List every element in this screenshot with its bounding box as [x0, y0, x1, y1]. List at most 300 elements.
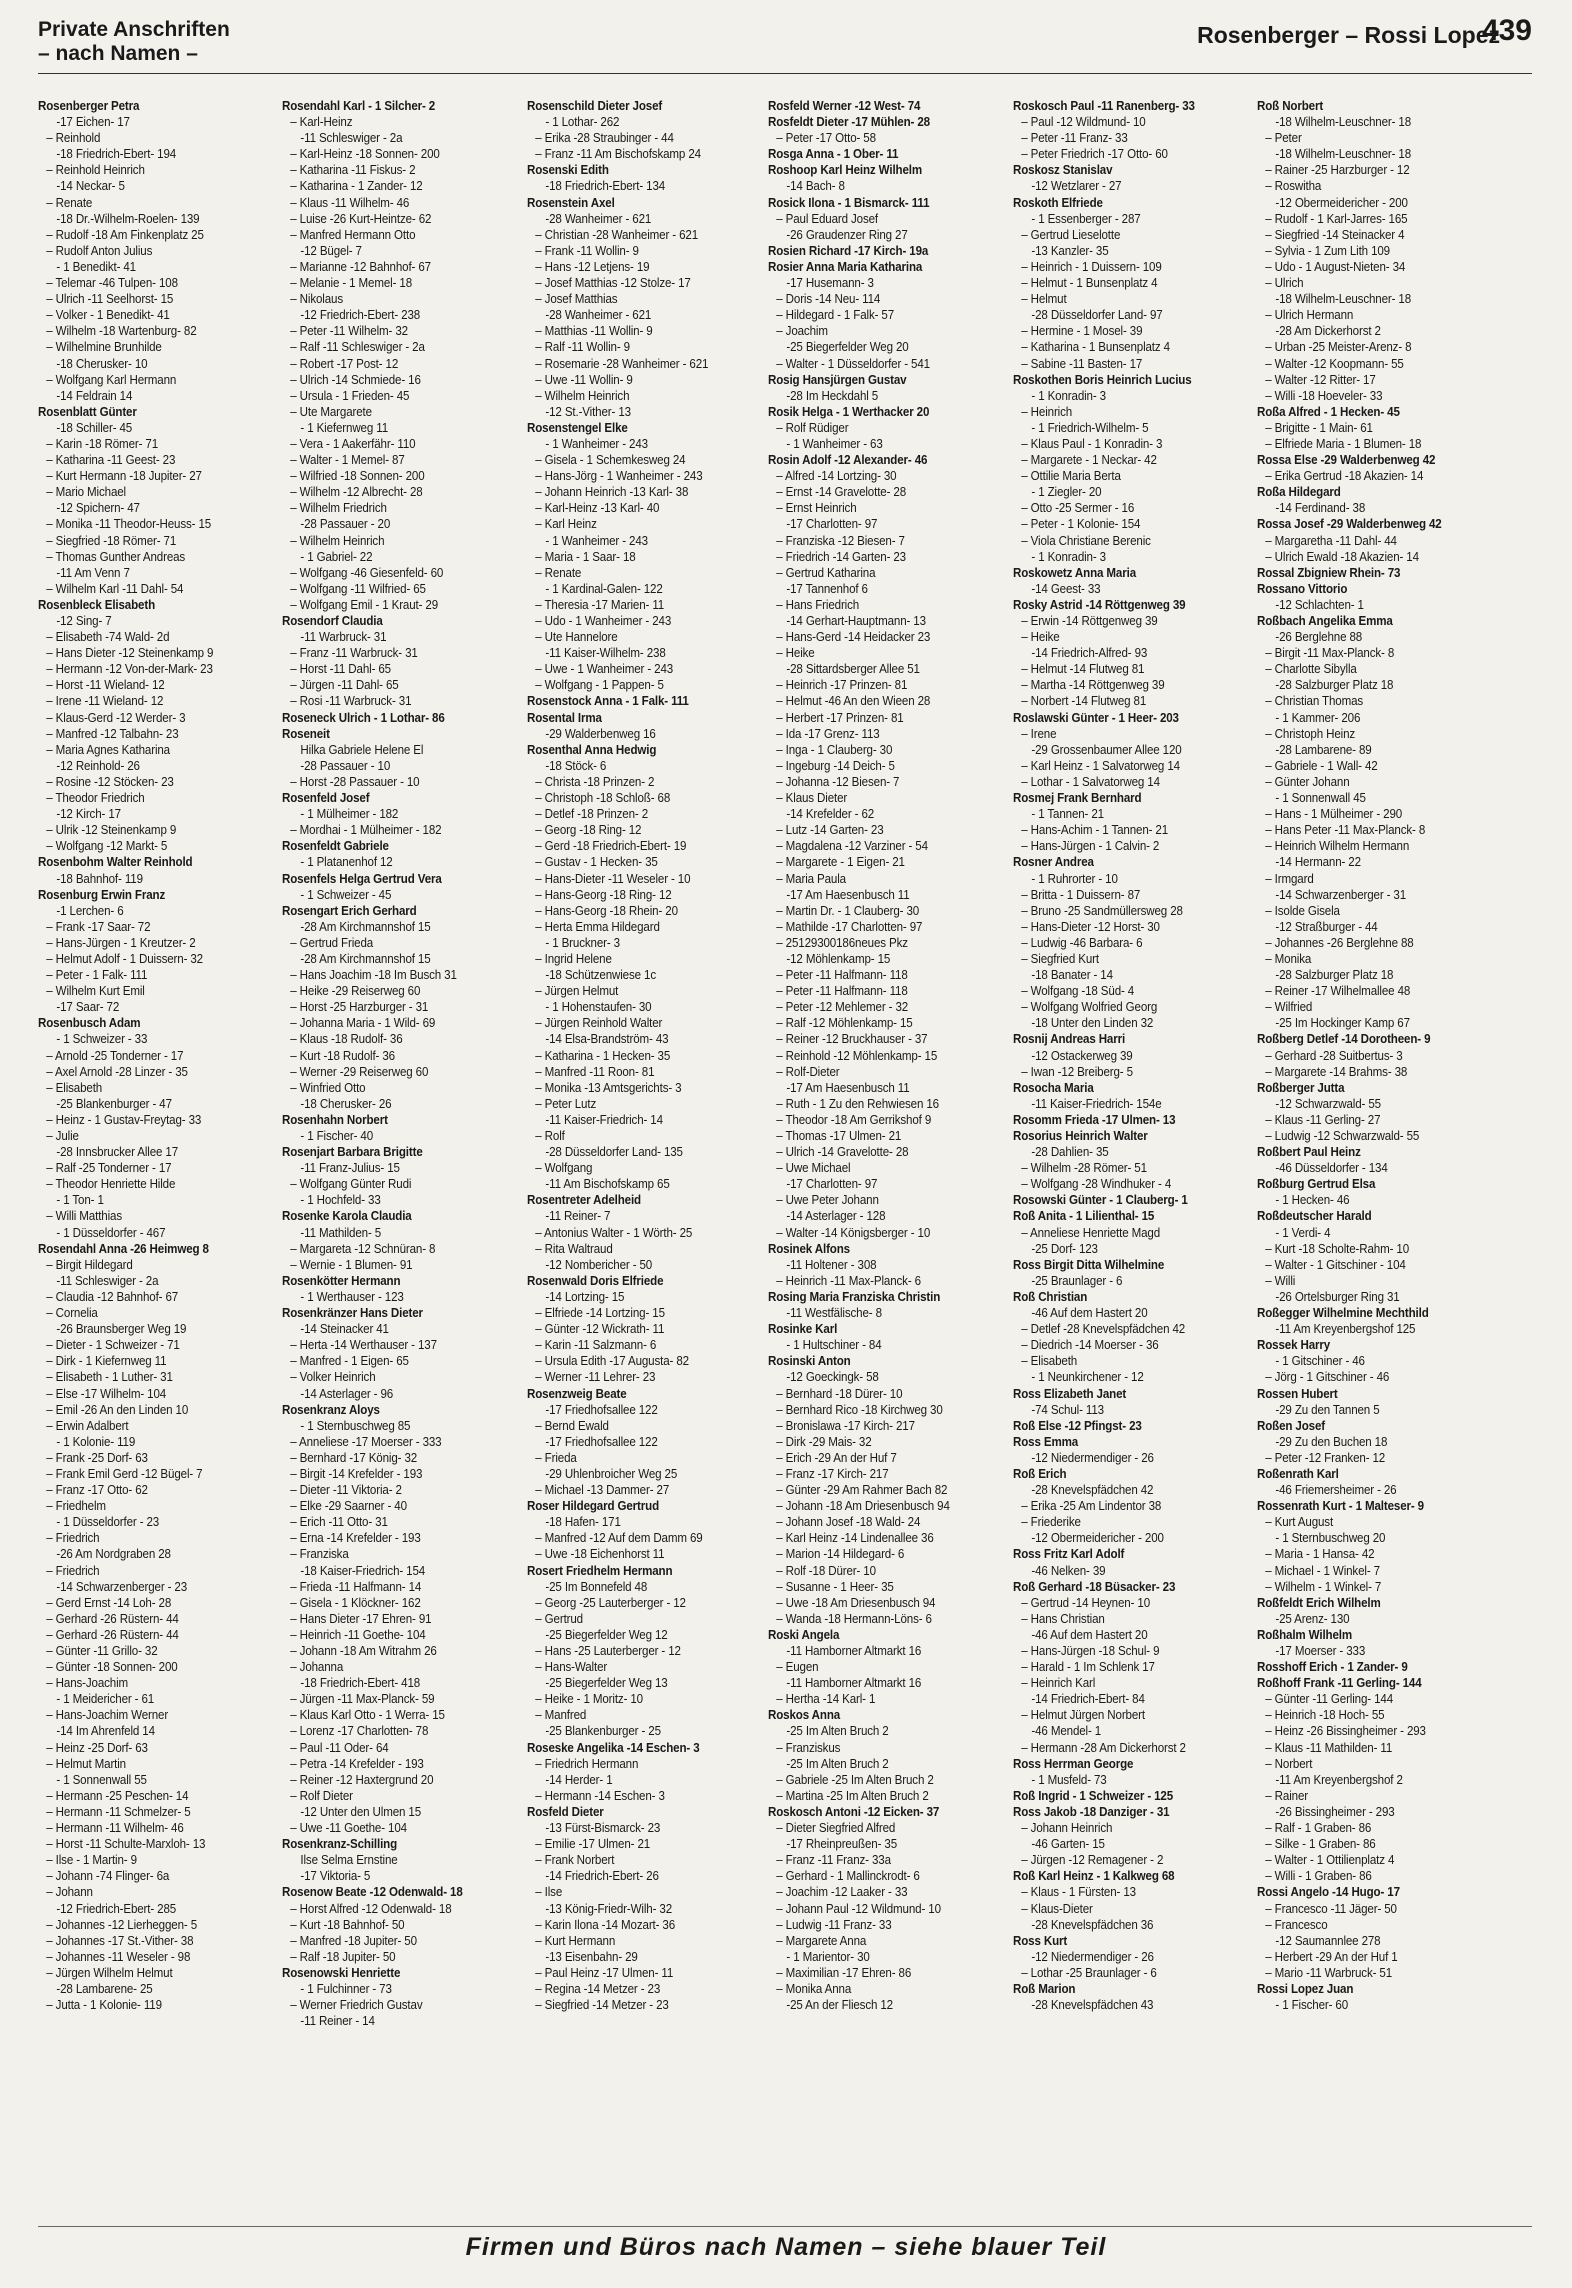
directory-entry: – Friedrich -14 Garten- 23 — [776, 549, 906, 564]
directory-surname-entry: Ross Kurt — [1013, 1933, 1068, 1948]
directory-entry: – Rosi -11 Warbruck- 31 — [290, 694, 412, 709]
directory-address: -25 An der Fliesch 12 — [786, 1998, 893, 2013]
directory-address: -29 Zu den Buchen 18 — [1275, 1434, 1388, 1449]
directory-surname-entry: Ross Birgit Ditta Wilhelmine — [1013, 1257, 1165, 1272]
directory-surname-entry: Ross Fritz Karl Adolf — [1013, 1547, 1125, 1562]
directory-entry: – Irene -11 Wieland- 12 — [46, 694, 164, 709]
directory-address: -28 Lambarene- 25 — [56, 1981, 153, 1996]
directory-entry: – Gertrud -14 Heynen- 10 — [1021, 1595, 1150, 1610]
directory-entry: – Hermann -11 Wilhelm- 46 — [46, 1821, 184, 1836]
directory-address: -18 Stöck- 6 — [545, 758, 607, 773]
directory-entry: – Marianne -12 Bahnhof- 67 — [290, 259, 431, 274]
directory-entry: – Heike -29 Reiserweg 60 — [290, 984, 421, 999]
directory-address: -14 Asterlager - 128 — [786, 1209, 886, 1224]
directory-surname-entry: Rossa Josef -29 Walderbenweg 42 — [1257, 517, 1442, 532]
directory-surname-entry: Rosowski Günter - 1 Clauberg- 1 — [1013, 1193, 1188, 1208]
directory-entry: – Hans Peter -11 Max-Planck- 8 — [1265, 823, 1426, 838]
directory-address: -12 Friedrich-Ebert- 238 — [300, 308, 421, 323]
directory-address: -18 Kaiser-Friedrich- 154 — [300, 1563, 426, 1578]
directory-surname-entry: Rosenwald Doris Elfriede — [527, 1273, 664, 1288]
directory-entry: – Johanna Maria - 1 Wild- 69 — [290, 1016, 436, 1031]
directory-surname-entry: Rosinski Anton — [768, 1354, 851, 1369]
directory-entry: – Rudolf Anton Julius — [46, 243, 153, 258]
directory-address: -25 Im Alten Bruch 2 — [786, 1724, 889, 1739]
directory-address: -18 Unter den Linden 32 — [1031, 1016, 1154, 1031]
directory-entry: – Frank -17 Saar- 72 — [46, 919, 151, 934]
directory-entry: – Dieter - 1 Schweizer - 71 — [46, 1338, 180, 1353]
directory-surname-entry: Rosga Anna - 1 Ober- 11 — [768, 147, 899, 162]
directory-entry: – Monika Anna — [776, 1981, 852, 1996]
directory-address: -12 Ostackerweg 39 — [1031, 1048, 1133, 1063]
directory-surname-entry: Roseneck Ulrich - 1 Lothar- 86 — [282, 710, 445, 725]
directory-address: - 1 Meidericher - 61 — [56, 1692, 155, 1707]
directory-entry: – Erika -28 Straubinger - 44 — [535, 131, 674, 146]
directory-entry: – Franz -11 Warbruck- 31 — [290, 646, 418, 661]
directory-entry: – Ralf -25 Tonderner - 17 — [46, 1161, 172, 1176]
directory-entry: – Hermann -11 Schmelzer- 5 — [46, 1804, 191, 1819]
directory-entry: – Klaus -11 Mathilden- 11 — [1265, 1740, 1393, 1755]
directory-entry: – Wernie - 1 Blumen- 91 — [290, 1257, 413, 1272]
directory-entry: – Iwan -12 Breiberg- 5 — [1021, 1064, 1133, 1079]
directory-entry: – Helmut Jürgen Norbert — [1021, 1708, 1145, 1723]
directory-entry: – Ludwig -46 Barbara- 6 — [1021, 935, 1143, 950]
directory-entry: – Paul -11 Oder- 64 — [290, 1740, 389, 1755]
directory-surname-entry: Rosier Anna Maria Katharina — [768, 259, 923, 274]
directory-address: - 1 Friedrich-Wilhelm- 5 — [1031, 420, 1149, 435]
directory-entry: – Wolfgang -12 Markt- 5 — [46, 839, 168, 854]
directory-surname-entry: Rosenhahn Norbert — [282, 1112, 388, 1127]
directory-entry: – Wilfried -18 Sonnen- 200 — [290, 469, 425, 484]
directory-entry: – Ernst -14 Gravelotte- 28 — [776, 485, 906, 500]
directory-address: -25 Braunlager - 6 — [1031, 1273, 1123, 1288]
directory-entry: – Klaus Paul - 1 Konradin- 3 — [1021, 436, 1163, 451]
directory-address: - 1 Wanheimer - 63 — [786, 436, 883, 451]
directory-entry: – Günter -18 Sonnen- 200 — [46, 1660, 178, 1675]
directory-entry: – Heinrich -17 Prinzen- 81 — [776, 678, 908, 693]
directory-address: -26 Ortelsburger Ring 31 — [1275, 1289, 1400, 1304]
directory-address: -12 Obermeidericher - 200 — [1275, 195, 1408, 210]
directory-surname-entry: Rosenkranz Aloys — [282, 1402, 380, 1417]
directory-address: -17 Friedhofsallee 122 — [545, 1434, 658, 1449]
directory-entry: – Siegfried Kurt — [1021, 951, 1099, 966]
directory-entry: – Ulrik -12 Steinenkamp 9 — [46, 823, 177, 838]
directory-entry: – Reinhold — [46, 131, 101, 146]
directory-entry: – Rolf Dieter — [290, 1788, 353, 1803]
directory-entry: – Jörg - 1 Gitschiner - 46 — [1265, 1370, 1390, 1385]
directory-entry: – Walter - 1 Memel- 87 — [290, 453, 405, 468]
directory-entry: – Werner -11 Lehrer- 23 — [535, 1370, 656, 1385]
directory-surname-entry: Roß Karl Heinz - 1 Kalkweg 68 — [1013, 1869, 1175, 1884]
directory-entry: – Ralf -11 Schleswiger - 2a — [290, 340, 425, 355]
directory-entry: – Else -17 Wilhelm- 104 — [46, 1386, 167, 1401]
directory-entry: – Heinrich -18 Hoch- 55 — [1265, 1708, 1385, 1723]
directory-entry: – Günter -11 Grillo- 32 — [46, 1644, 158, 1658]
directory-entry: – Rolf Rüdiger — [776, 420, 849, 435]
directory-surname-entry: Roßa Alfred - 1 Hecken- 45 — [1257, 404, 1400, 419]
directory-address: -18 Wilhelm-Leuschner- 18 — [1275, 147, 1412, 162]
directory-address: -12 Bügel- 7 — [300, 243, 362, 258]
directory-surname-entry: Rosenjart Barbara Brigitte — [282, 1145, 423, 1160]
directory-entry: – Paul Heinz -17 Ulmen- 11 — [535, 1965, 674, 1980]
directory-address: -14 Friedrich-Alfred- 93 — [1031, 646, 1148, 661]
directory-surname-entry: Rosocha Maria — [1013, 1080, 1094, 1095]
directory-entry: – Gerd Ernst -14 Loh- 28 — [46, 1595, 172, 1610]
directory-entry: – Hermann -25 Peschen- 14 — [46, 1788, 189, 1803]
directory-entry: – Manfred -12 Auf dem Damm 69 — [535, 1531, 703, 1546]
directory-entry: – Walter - 1 Gitschiner - 104 — [1265, 1257, 1406, 1272]
directory-entry: – Anneliese -17 Moerser - 333 — [290, 1434, 442, 1449]
directory-surname-entry: Rosshoff Erich - 1 Zander- 9 — [1257, 1660, 1408, 1675]
directory-entry: – Heike — [776, 646, 815, 661]
directory-entry: – Peter -12 Mehlemer - 32 — [776, 1000, 909, 1015]
directory-entry: – Klaus -18 Rudolf- 36 — [290, 1032, 403, 1047]
directory-entry: – Hermann -12 Von-der-Mark- 23 — [46, 662, 213, 677]
directory-surname-entry: Rosendahl Anna -26 Heimweg 8 — [38, 1241, 209, 1256]
directory-address: - 1 Schweizer - 45 — [300, 887, 392, 902]
directory-entry: – Walter - 1 Ottilienplatz 4 — [1265, 1853, 1395, 1868]
directory-entry: – Ute Hannelore — [535, 630, 618, 645]
directory-address: -12 Wetzlarer - 27 — [1031, 179, 1122, 194]
directory-address: -14 Hermann- 22 — [1275, 855, 1361, 870]
directory-surname-entry: Roskos Anna — [768, 1708, 841, 1723]
directory-address: Hilka Gabriele Helene El — [300, 742, 424, 757]
directory-surname-entry: Roßberger Jutta — [1257, 1080, 1345, 1095]
directory-entry: – Franziskus — [776, 1740, 841, 1755]
directory-entry: – Walter -12 Ritter- 17 — [1265, 372, 1376, 387]
directory-address: -26 Bissingheimer - 293 — [1275, 1804, 1395, 1819]
directory-entry: – Marion -14 Hildegard- 6 — [776, 1547, 905, 1562]
directory-entry: – Jürgen Reinhold Walter — [535, 1016, 663, 1031]
directory-surname-entry: Rosfeldt Dieter -17 Mühlen- 28 — [768, 115, 930, 130]
directory-address: - 1 Sternbuschweg 20 — [1275, 1531, 1386, 1546]
directory-surname-entry: Rosfeld Dieter — [527, 1804, 604, 1819]
directory-entry: – Friederike — [1021, 1515, 1081, 1530]
directory-entry: – Gabriele -25 Im Alten Bruch 2 — [776, 1772, 934, 1787]
directory-surname-entry: Rossen Hubert — [1257, 1386, 1338, 1401]
directory-entry: – Heinrich Wilhelm Hermann — [1265, 839, 1410, 854]
directory-entry: – Birgit Hildegard — [46, 1257, 133, 1272]
directory-entry: – Peter - 1 Falk- 111 — [46, 968, 148, 983]
directory-entry: – Rolf -18 Dürer- 10 — [776, 1563, 876, 1578]
directory-address: -11 Hamborner Altmarkt 16 — [786, 1644, 922, 1658]
directory-address: -17 Rheinpreußen- 35 — [786, 1837, 898, 1852]
directory-entry: – Franziska -12 Biesen- 7 — [776, 533, 905, 548]
directory-entry: – Manfred Hermann Otto — [290, 227, 416, 242]
directory-entry: – Ralf -12 Möhlenkamp- 15 — [776, 1016, 913, 1031]
directory-entry: – Franz -17 Otto- 62 — [46, 1483, 148, 1498]
directory-entry: – Siegfried -14 Steinacker 4 — [1265, 227, 1405, 242]
directory-entry: – Theresia -17 Marien- 11 — [535, 597, 665, 612]
directory-entry: – Wolfgang -28 Windhuker - 4 — [1021, 1177, 1172, 1192]
directory-entry: – Katharina -11 Fiskus- 2 — [290, 163, 416, 178]
directory-surname-entry: Roß Ingrid - 1 Schweizer - 125 — [1013, 1788, 1174, 1803]
directory-address: - 1 Kolonie- 119 — [56, 1434, 136, 1449]
directory-surname-entry: Rosenkötter Hermann — [282, 1273, 401, 1288]
directory-entry: – Wolfgang Emil - 1 Kraut- 29 — [290, 597, 439, 612]
directory-entry: – Ilse - 1 Martin- 9 — [46, 1853, 137, 1868]
directory-entry: – Theodor Friedrich — [46, 791, 145, 806]
directory-entry: – Hans Dieter -17 Ehren- 91 — [290, 1611, 432, 1626]
directory-surname-entry: Rosenke Karola Claudia — [282, 1209, 412, 1224]
directory-entry: – Ingeburg -14 Deich- 5 — [776, 758, 895, 773]
directory-entry: – Theodor Henriette Hilde — [46, 1177, 176, 1192]
directory-entry: – Johannes -17 St.-Vither- 38 — [46, 1933, 194, 1948]
directory-address: -28 Düsseldorfer Land- 135 — [545, 1145, 683, 1160]
directory-address: -11 Kaiser-Wilhelm- 238 — [545, 646, 666, 661]
directory-address: -18 Cherusker- 26 — [300, 1096, 392, 1111]
directory-entry: – Emil -26 An den Linden 10 — [46, 1402, 189, 1417]
directory-entry: – Johann Paul -12 Wildmund- 10 — [776, 1901, 941, 1916]
directory-entry: – Birgit -11 Max-Planck- 8 — [1265, 646, 1395, 661]
directory-surname-entry: Rosenkränzer Hans Dieter — [282, 1306, 423, 1321]
directory-address: -29 Uhlenbroicher Weg 25 — [545, 1466, 678, 1481]
directory-entry: – Willi -18 Hoeveler- 33 — [1265, 388, 1383, 403]
directory-entry: – Erika Gertrud -18 Akazien- 14 — [1265, 469, 1424, 484]
directory-entry: – Wilhelmine Brunhilde — [46, 340, 162, 355]
directory-entry: – Hildegard - 1 Falk- 57 — [776, 308, 895, 323]
directory-entry: – Magdalena -12 Varziner - 54 — [776, 839, 928, 854]
directory-entry: – Martina -25 Im Alten Bruch 2 — [776, 1788, 929, 1803]
directory-entry: – Ulrich Ewald -18 Akazien- 14 — [1265, 549, 1419, 564]
directory-surname-entry: Roß Christian — [1013, 1289, 1088, 1304]
directory-entry: – Klaus -11 Wilhelm- 46 — [290, 195, 410, 210]
directory-surname-entry: Roßfeldt Erich Wilhelm — [1257, 1595, 1381, 1610]
directory-entry: – Hans -25 Lauterberger - 12 — [535, 1644, 681, 1658]
directory-entry: – Sabine -11 Basten- 17 — [1021, 356, 1143, 371]
directory-entry: – Karl Heinz — [535, 517, 597, 532]
directory-entry: – Mathilde -17 Charlotten- 97 — [776, 919, 923, 934]
directory-address: -25 Biegerfelder Weg 13 — [545, 1676, 668, 1691]
directory-entry: – Peter Friedrich -17 Otto- 60 — [1021, 147, 1168, 162]
directory-surname-entry: Rosenstock Anna - 1 Falk- 111 — [527, 694, 689, 709]
directory-entry: – Joachim -12 Laaker - 33 — [776, 1885, 908, 1900]
directory-entry: – Hans Friedrich — [776, 597, 860, 612]
directory-address: -14 Neckar- 5 — [56, 179, 125, 194]
directory-entry: – Herta Emma Hildegard — [535, 919, 660, 934]
directory-address: -17 Saar- 72 — [56, 1000, 120, 1015]
directory-entry: – Klaus Karl Otto - 1 Werra- 15 — [290, 1708, 445, 1723]
directory-surname-entry: Rosenstengel Elke — [527, 420, 628, 435]
directory-surname-entry: Rossi Angelo -14 Hugo- 17 — [1257, 1885, 1400, 1900]
directory-entry: – Johanna -12 Biesen- 7 — [776, 774, 900, 789]
directory-surname-entry: Rosinek Alfons — [768, 1241, 850, 1256]
directory-address: - 1 Neunkirchener - 12 — [1031, 1370, 1144, 1385]
directory-entry: – Wolfgang -11 Wilfried- 65 — [290, 581, 426, 596]
header-rule — [38, 73, 1532, 74]
directory-surname-entry: Roßenrath Karl — [1257, 1466, 1339, 1481]
directory-entry: – Bronislawa -17 Kirch- 217 — [776, 1418, 915, 1433]
directory-surname-entry: Roßberg Detlef -14 Dorotheen- 9 — [1257, 1032, 1431, 1047]
directory-address: - 1 Hecken- 46 — [1275, 1193, 1350, 1208]
directory-entry: – Uwe Michael — [776, 1161, 851, 1176]
directory-entry: – Johann -18 Am Witrahm 26 — [290, 1644, 437, 1658]
directory-entry: – Viola Christiane Berenic — [1021, 533, 1151, 548]
directory-entry: – Rita Waltraud — [535, 1241, 613, 1256]
directory-surname-entry: Rosien Richard -17 Kirch- 19a — [768, 243, 929, 258]
directory-entry: – Margareta -12 Schnüran- 8 — [290, 1241, 436, 1256]
directory-surname-entry: Rosik Helga - 1 Werthacker 20 — [768, 404, 930, 419]
directory-entry: – Christa -18 Prinzen- 2 — [535, 774, 655, 789]
directory-address: -11 Am Venn 7 — [56, 565, 130, 580]
directory-entry: – Günter -11 Gerling- 144 — [1265, 1692, 1394, 1707]
directory-entry: – Lothar - 1 Salvatorweg 14 — [1021, 774, 1160, 789]
directory-entry: – Johann Heinrich — [1021, 1821, 1113, 1836]
directory-entry: – Michael - 1 Winkel- 7 — [1265, 1563, 1380, 1578]
directory-surname-entry: Rossi Lopez Juan — [1257, 1981, 1354, 1996]
directory-address: -12 Möhlenkamp- 15 — [786, 951, 891, 966]
directory-address: - 1 Kardinal-Galen- 122 — [545, 581, 663, 596]
directory-entry: – Friedrich — [46, 1563, 100, 1578]
directory-entry: – Hans-Jürgen - 1 Calvin- 2 — [1021, 839, 1160, 854]
directory-surname-entry: Rosenberger Petra — [38, 99, 140, 113]
directory-address: -12 Schwarzwald- 55 — [1275, 1096, 1381, 1111]
directory-address: -13 König-Friedr-Wilh- 32 — [545, 1901, 673, 1916]
directory-address: - 1 Hohenstaufen- 30 — [545, 1000, 652, 1015]
directory-address: -14 Elsa-Brandström- 43 — [545, 1032, 669, 1047]
directory-entry: – Horst -28 Passauer - 10 — [290, 774, 420, 789]
directory-entry: – Ralf - 1 Graben- 86 — [1265, 1821, 1372, 1836]
directory-address: -17 Am Haesenbusch 11 — [786, 1080, 910, 1095]
directory-surname-entry: Roskowetz Anna Maria — [1013, 565, 1137, 580]
directory-entry: – Reiner -12 Bruckhauser - 37 — [776, 1032, 928, 1047]
directory-entry: – Kurt Hermann -18 Jupiter- 27 — [46, 469, 202, 484]
directory-entry: – Ursula Edith -17 Augusta- 82 — [535, 1354, 689, 1369]
directory-address: - 1 Bruckner- 3 — [545, 935, 620, 950]
directory-entry: – Peter -17 Otto- 58 — [776, 131, 876, 146]
directory-address: -74 Schul- 113 — [1031, 1402, 1104, 1417]
directory-entry: – Detlef -28 Knevelspfädchen 42 — [1021, 1322, 1186, 1337]
directory-surname-entry: Rosenkranz-Schilling — [282, 1837, 398, 1852]
directory-entry: – Manfred -18 Jupiter- 50 — [290, 1933, 417, 1948]
directory-entry: – 25129300186neues Pkz — [776, 935, 908, 950]
directory-entry: – Hans-Georg -18 Ring- 12 — [535, 887, 672, 902]
directory-address: -12 Sing- 7 — [56, 614, 112, 628]
directory-entry: – Peter -12 Franken- 12 — [1265, 1450, 1386, 1465]
directory-entry: – Frank Emil Gerd -12 Bügel- 7 — [46, 1466, 203, 1481]
directory-surname-entry: Rosenschild Dieter Josef — [527, 99, 663, 113]
directory-entry: – Hans -12 Letjens- 19 — [535, 259, 650, 274]
directory-address: -13 Fürst-Bismarck- 23 — [545, 1821, 661, 1836]
directory-entry: – Wilhelm - 1 Winkel- 7 — [1265, 1579, 1382, 1594]
directory-surname-entry: Rosenbusch Adam — [38, 1016, 141, 1031]
directory-entry: – Frank Norbert — [535, 1853, 615, 1868]
directory-address: -28 Salzburger Platz 18 — [1275, 678, 1394, 693]
directory-address: -12 Spichern- 47 — [56, 501, 140, 516]
directory-entry: – Eugen — [776, 1660, 819, 1675]
directory-entry: – Walter -14 Königsberger - 10 — [776, 1225, 931, 1240]
directory-address: - 1 Sonnenwall 45 — [1275, 791, 1366, 806]
directory-address: - 1 Benedikt- 41 — [56, 259, 136, 274]
directory-address: - 1 Kammer- 206 — [1275, 710, 1361, 725]
directory-address: -18 Dr.-Wilhelm-Roelen- 139 — [56, 211, 200, 226]
directory-entry: – Friedrich — [46, 1531, 100, 1546]
directory-surname-entry: Rosenbleck Elisabeth — [38, 597, 156, 612]
directory-address: -25 Blankenburger - 47 — [56, 1096, 172, 1111]
directory-surname-entry: Rosky Astrid -14 Röttgenweg 39 — [1013, 597, 1186, 612]
directory-surname-entry: Rosendahl Karl - 1 Silcher- 2 — [282, 99, 436, 113]
directory-entry: – Ulrich -14 Schmiede- 16 — [290, 372, 421, 387]
directory-address: -18 Bahnhof- 119 — [56, 871, 143, 886]
directory-entry: – Elisabeth -74 Wald- 2d — [46, 630, 170, 645]
directory-address: -14 Steinacker 41 — [300, 1322, 389, 1337]
directory-address: - 1 Gitschiner - 46 — [1275, 1354, 1365, 1369]
directory-surname-entry: Rossenrath Kurt - 1 Malteser- 9 — [1257, 1499, 1424, 1514]
directory-entry: – Gisela - 1 Klöckner- 162 — [290, 1595, 421, 1610]
directory-entry: – Isolde Gisela — [1265, 903, 1340, 918]
directory-entry: – Willi - 1 Graben- 86 — [1265, 1869, 1372, 1884]
directory-entry: – Manfred -12 Talbahn- 23 — [46, 726, 179, 741]
directory-surname-entry: Rossal Zbigniew Rhein- 73 — [1257, 565, 1401, 580]
directory-entry: – Lothar -25 Braunlager - 6 — [1021, 1965, 1157, 1980]
directory-entry: – Nikolaus — [290, 292, 344, 307]
directory-address: -25 Biegerfelder Weg 20 — [786, 340, 909, 355]
directory-address: - 1 Tannen- 21 — [1031, 807, 1104, 822]
directory-entry: – Paul Eduard Josef — [776, 211, 879, 226]
directory-entry: – Ulrich -14 Gravelotte- 28 — [776, 1145, 909, 1160]
directory-entry: – Reinhold Heinrich — [46, 163, 145, 178]
directory-address: -14 Gerhart-Hauptmann- 13 — [786, 614, 926, 628]
directory-address: -11 Kaiser-Friedrich- 154e — [1031, 1096, 1162, 1111]
directory-entry: – Wolfgang -46 Giesenfeld- 60 — [290, 565, 444, 580]
directory-address: -25 Im Alten Bruch 2 — [786, 1756, 889, 1771]
directory-address: - 1 Düsseldorfer - 23 — [56, 1515, 160, 1530]
directory-entry: – Susanne - 1 Heer- 35 — [776, 1579, 894, 1594]
directory-entry: – Horst -11 Dahl- 65 — [290, 662, 391, 677]
directory-entry: – Ralf -11 Wollin- 9 — [535, 340, 630, 355]
directory-entry: – Hans-Jörg - 1 Wanheimer - 243 — [535, 469, 703, 484]
directory-address: -28 Passauer - 20 — [300, 517, 391, 532]
directory-entry: – Heinrich — [1021, 404, 1073, 419]
directory-surname-entry: Rosenzweig Beate — [527, 1386, 627, 1401]
directory-entry: – Wilhelm Karl -11 Dahl- 54 — [46, 581, 184, 596]
directory-entry: – Helmut -46 An den Wieen 28 — [776, 694, 931, 709]
directory-surname-entry: Rosentreter Adelheid — [527, 1193, 641, 1208]
directory-entry: – Wilhelm -28 Römer- 51 — [1021, 1161, 1147, 1176]
directory-entry: – Katharina - 1 Hecken- 35 — [535, 1048, 671, 1063]
directory-address: -11 Reiner - 14 — [300, 2014, 375, 2029]
directory-address: -28 Knevelspfädchen 43 — [1031, 1998, 1154, 2013]
directory-entry: – Wolfgang Günter Rudi — [290, 1177, 412, 1192]
directory-surname-entry: Rosner Andrea — [1013, 855, 1094, 870]
directory-entry: – Winfried Otto — [290, 1080, 366, 1095]
directory-surname-entry: Roskothen Boris Heinrich Lucius — [1013, 372, 1192, 387]
directory-entry: – Maria Agnes Katharina — [46, 742, 170, 757]
directory-entry: – Claudia -12 Bahnhof- 67 — [46, 1289, 179, 1304]
directory-entry: – Dirk - 1 Kiefernweg 11 — [46, 1354, 167, 1369]
directory-entry: – Karl Heinz -14 Lindenallee 36 — [776, 1531, 934, 1546]
directory-entry: – Helmut -14 Flutweg 81 — [1021, 662, 1145, 677]
directory-entry: – Monika -11 Theodor-Heuss- 15 — [46, 517, 212, 532]
directory-entry: – Georg -18 Ring- 12 — [535, 823, 642, 838]
directory-entry: – Wilfried — [1265, 1000, 1313, 1015]
directory-entry: – Kurt Hermann — [535, 1933, 616, 1948]
directory-address: - 1 Ruhrorter - 10 — [1031, 871, 1118, 886]
directory-entry: – Peter - 1 Kolonie- 154 — [1021, 517, 1141, 532]
directory-address: -18 Schiller- 45 — [56, 420, 133, 435]
directory-entry: – Heike - 1 Moritz- 10 — [535, 1692, 644, 1707]
directory-entry: – Hans-Jürgen - 1 Kreutzer- 2 — [46, 935, 196, 950]
directory-entry: – Cornelia — [46, 1306, 98, 1321]
directory-surname-entry: Roßegger Wilhelmine Mechthild — [1257, 1306, 1429, 1321]
directory-entry: – Helmut Adolf - 1 Duissern- 32 — [46, 951, 203, 966]
directory-entry: – Ulrich -11 Seelhorst- 15 — [46, 292, 174, 307]
directory-surname-entry: Rosenburg Erwin Franz — [38, 887, 166, 902]
directory-surname-entry: Rosing Maria Franziska Christin — [768, 1289, 941, 1304]
directory-address: -14 Asterlager - 96 — [300, 1386, 394, 1401]
directory-entry: – Maximilian -17 Ehren- 86 — [776, 1965, 912, 1980]
directory-address: - 1 Fischer- 40 — [300, 1129, 374, 1143]
directory-address: -46 Auf dem Hastert 20 — [1031, 1306, 1148, 1321]
